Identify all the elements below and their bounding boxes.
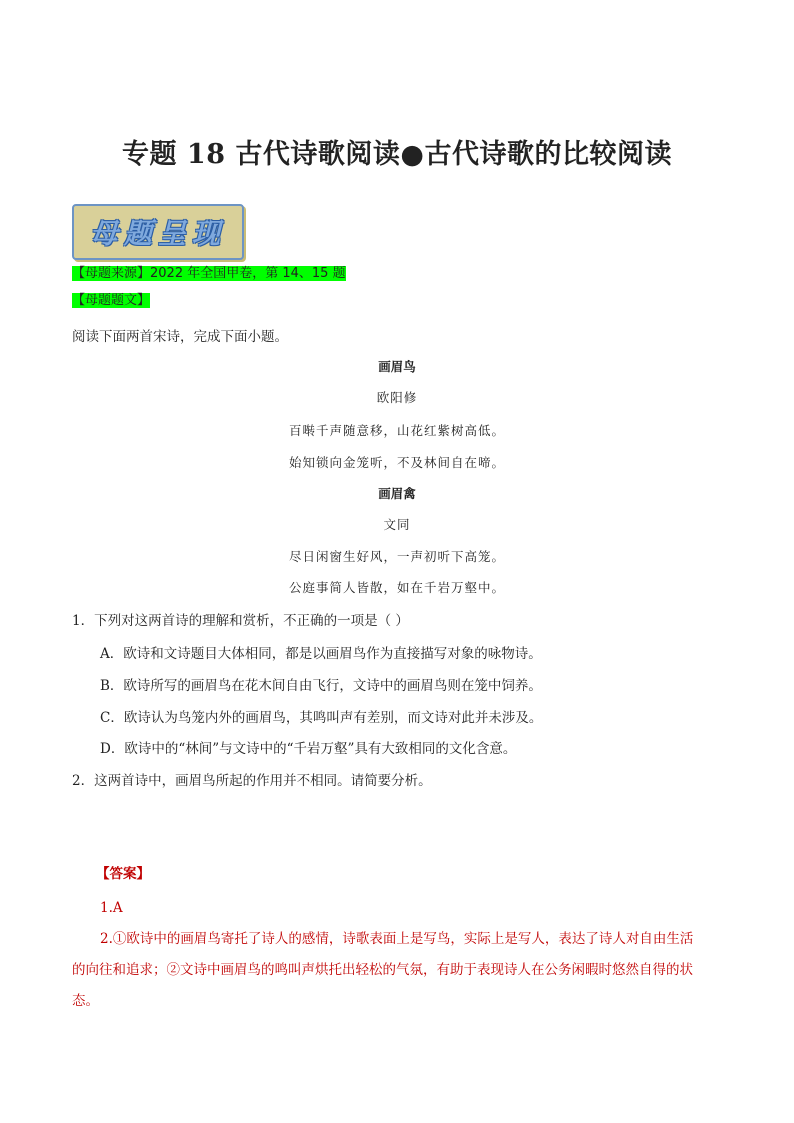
- answer-2-line2: 的向往和追求；②文诗中画眉鸟的鸣叫声烘托出轻松的气氛，有助于表现诗人在公务闲暇时悠然自得的状: [72, 962, 693, 978]
- section-banner: [72, 204, 244, 260]
- poem2-line2: 公庭事简人皆散，如在千岩万壑中。: [288, 580, 505, 595]
- option-d: D．欧诗中的“林间”与文诗中的“千岩万壑”具有大致相同的文化含意。: [100, 741, 517, 757]
- answer-1: 1.A: [100, 900, 123, 916]
- poem2-line1: 尽日闲窗生好风，一声初听下高笼。: [288, 549, 505, 564]
- text-label: 【母题题文】: [72, 293, 151, 308]
- poem1-line2: 始知锁向金笼听，不及林间自在啼。: [288, 455, 505, 470]
- source-label: 【母题来源】: [72, 266, 151, 281]
- section-banner-text: 母题呈现: [89, 217, 226, 250]
- poem1-author: 欧阳修: [376, 390, 418, 405]
- intro-text: 阅读下面两首宋诗，完成下面小题。: [72, 329, 288, 345]
- poem1-line1: 百啭千声随意移，山花红紫树高低。: [288, 423, 505, 438]
- answer-label: 【答案】: [96, 866, 150, 882]
- option-a: A．欧诗和文诗题目大体相同，都是以画眉鸟作为直接描写对象的咏物诗。: [100, 646, 542, 662]
- poem2-author: 文同: [383, 517, 411, 532]
- answer-2-line1: 2.①欧诗中的画眉鸟寄托了诗人的感情，诗歌表面上是写鸟，实际上是写人，表达了诗人对自由生活: [100, 931, 694, 947]
- answer-2-line3: 态。: [72, 993, 99, 1009]
- page-title: 专题 18 古代诗歌阅读●古代诗歌的比较阅读: [122, 139, 672, 170]
- poem1-title: 画眉鸟: [378, 359, 416, 374]
- text-label-line: [72, 292, 150, 310]
- question-1: 1．下列对这两首诗的理解和赏析，不正确的一项是（ ）: [72, 613, 409, 629]
- poem2-title: 画眉禽: [378, 486, 416, 501]
- source-text: 2022 年全国甲卷，第 14、15 题: [150, 266, 346, 281]
- source-line: [72, 265, 346, 283]
- option-c: C．欧诗认为鸟笼内外的画眉鸟，其鸣叫声有差别，而文诗对此并未涉及。: [100, 710, 543, 726]
- option-b: B．欧诗所写的画眉鸟在花木间自由飞行，文诗中的画眉鸟则在笼中饲养。: [100, 678, 542, 694]
- question-2: 2．这两首诗中，画眉鸟所起的作用并不相同。请简要分析。: [72, 773, 432, 789]
